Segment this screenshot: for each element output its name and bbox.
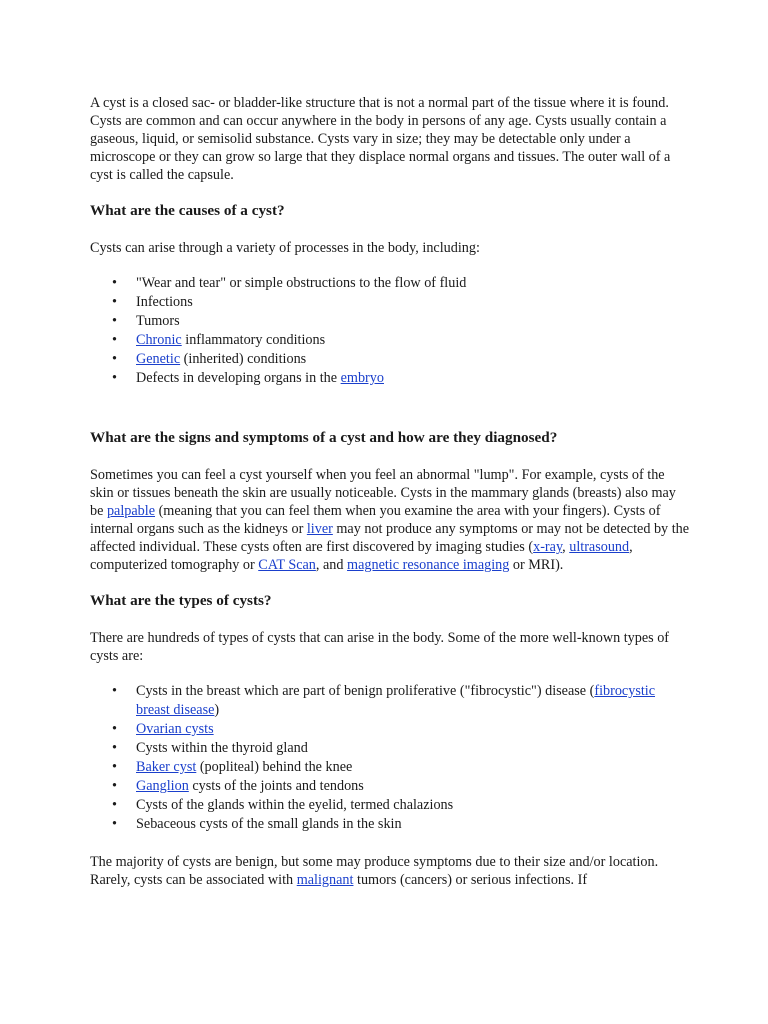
list-item-text: Cysts in the breast which are part of benign proliferative ("fibrocystic") disease (: [136, 683, 595, 699]
spacer: [90, 834, 690, 853]
list-item: [90, 758, 690, 777]
list-item: [90, 739, 690, 758]
text-run: or MRI).: [509, 557, 564, 573]
text-run: Sometimes you can feel a cyst yourself when you feel an abnormal "lump". For example, cysts of the skin or tissues beneath the skin are usually noticeable. Cysts in the mammary glands (breasts) also may be: [90, 467, 676, 519]
bullet-icon: •: [112, 370, 117, 386]
link-ultrasound[interactable]: ultrasound: [569, 539, 630, 555]
text-run: , and: [315, 557, 348, 573]
bullet-icon: •: [112, 332, 117, 348]
bullet-icon: •: [112, 797, 117, 813]
types-heading: What are the types of cysts?: [90, 592, 272, 609]
symptoms-paragraph: [90, 466, 690, 574]
list-item: [90, 796, 690, 815]
text-run: may not produce any symptoms or may not be detected by the affected individual. These cysts often are first discovered by imaging studies (: [90, 521, 690, 555]
text-run: ,: [562, 539, 570, 555]
intro-paragraph: A cyst is a closed sac- or bladder-like structure that is not a normal part of the tissue where it is found. Cysts are common and can occur anywhere in the body in persons of any age. Cysts usually contain a gaseous, liquid, or semisolid substance. Cysts vary in size; they may be detectable only under a microscope or they can grow so large that they displace normal organs and tissues. The outer wall of a cyst is called the capsule.: [90, 95, 671, 183]
list-item: [90, 274, 690, 293]
text-run: tumors (cancers) or serious infections. If: [353, 872, 588, 888]
types-lead: There are hundreds of types of cysts that can arise in the body. Some of the more well-known types of cysts are:: [90, 630, 670, 664]
link-ganglion[interactable]: Ganglion: [136, 778, 189, 794]
bullet-icon: •: [112, 294, 117, 310]
list-item: [90, 293, 690, 312]
link-palpable[interactable]: palpable: [106, 503, 156, 519]
list-item: [90, 369, 690, 388]
list-item-text: "Wear and tear" or simple obstructions to the flow of fluid: [136, 275, 467, 291]
list-item: [90, 720, 690, 739]
closing-paragraph: [90, 853, 690, 889]
list-item-text: Cysts of the glands within the eyelid, termed chalazions: [136, 797, 454, 813]
list-item: [90, 777, 690, 796]
list-item-text: cysts of the joints and tendons: [188, 778, 364, 794]
link-liver[interactable]: liver: [306, 521, 333, 537]
bullet-icon: •: [112, 683, 117, 699]
bullet-icon: •: [112, 275, 117, 291]
text-run: The majority of cysts are benign, but some may produce symptoms due to their size and/or location. Rarely, cysts can be associated with: [90, 854, 659, 888]
text-run: , computerized tomography or: [90, 539, 633, 573]
bullet-icon: •: [112, 759, 117, 775]
link-x-ray[interactable]: x-ray: [533, 539, 563, 555]
bullet-icon: •: [112, 721, 117, 737]
list-item-text: ): [214, 702, 220, 718]
list-item-text: Tumors: [136, 313, 180, 329]
causes-lead: Cysts can arise through a variety of processes in the body, including:: [90, 240, 480, 256]
document-page: [90, 94, 690, 906]
link-embryo[interactable]: embryo: [340, 370, 384, 386]
link-ovarian-cysts[interactable]: Ovarian cysts: [136, 721, 214, 737]
list-item-text: Cysts within the thyroid gland: [136, 740, 308, 756]
link-baker-cyst[interactable]: Baker cyst: [136, 759, 197, 775]
link-malignant[interactable]: malignant: [296, 872, 354, 888]
link-mri[interactable]: magnetic resonance imaging: [347, 557, 510, 573]
list-item-text: (popliteal) behind the knee: [196, 759, 353, 775]
list-item: [90, 682, 690, 720]
causes-list: [90, 274, 690, 388]
text-run: (meaning that you can feel them when you examine the area with your fingers). Cysts of internal organs such as the kidneys or: [90, 503, 661, 537]
link-fibrocystic-breast-disease[interactable]: fibrocystic breast disease: [136, 683, 656, 718]
link-genetic[interactable]: Genetic: [136, 351, 181, 367]
list-item-text: Sebaceous cysts of the small glands in the skin: [136, 816, 402, 832]
bullet-icon: •: [112, 351, 117, 367]
bullet-icon: •: [112, 740, 117, 756]
list-item-text: (inherited) conditions: [180, 351, 307, 367]
bullet-icon: •: [112, 313, 117, 329]
symptoms-heading: What are the signs and symptoms of a cyst and how are they diagnosed?: [90, 429, 558, 446]
list-item: [90, 815, 690, 834]
list-item: [90, 312, 690, 331]
list-item: [90, 350, 690, 369]
spacer: [90, 388, 690, 428]
list-item-text: Infections: [136, 294, 193, 310]
link-cat-scan[interactable]: CAT Scan: [258, 557, 316, 573]
list-item: [90, 331, 690, 350]
list-item-text: inflammatory conditions: [181, 332, 326, 348]
bullet-icon: •: [112, 816, 117, 832]
types-list: [90, 682, 690, 834]
list-item-text: Defects in developing organs in the: [136, 370, 341, 386]
causes-heading: What are the causes of a cyst?: [90, 202, 285, 219]
link-chronic[interactable]: Chronic: [136, 332, 182, 348]
bullet-icon: •: [112, 778, 117, 794]
